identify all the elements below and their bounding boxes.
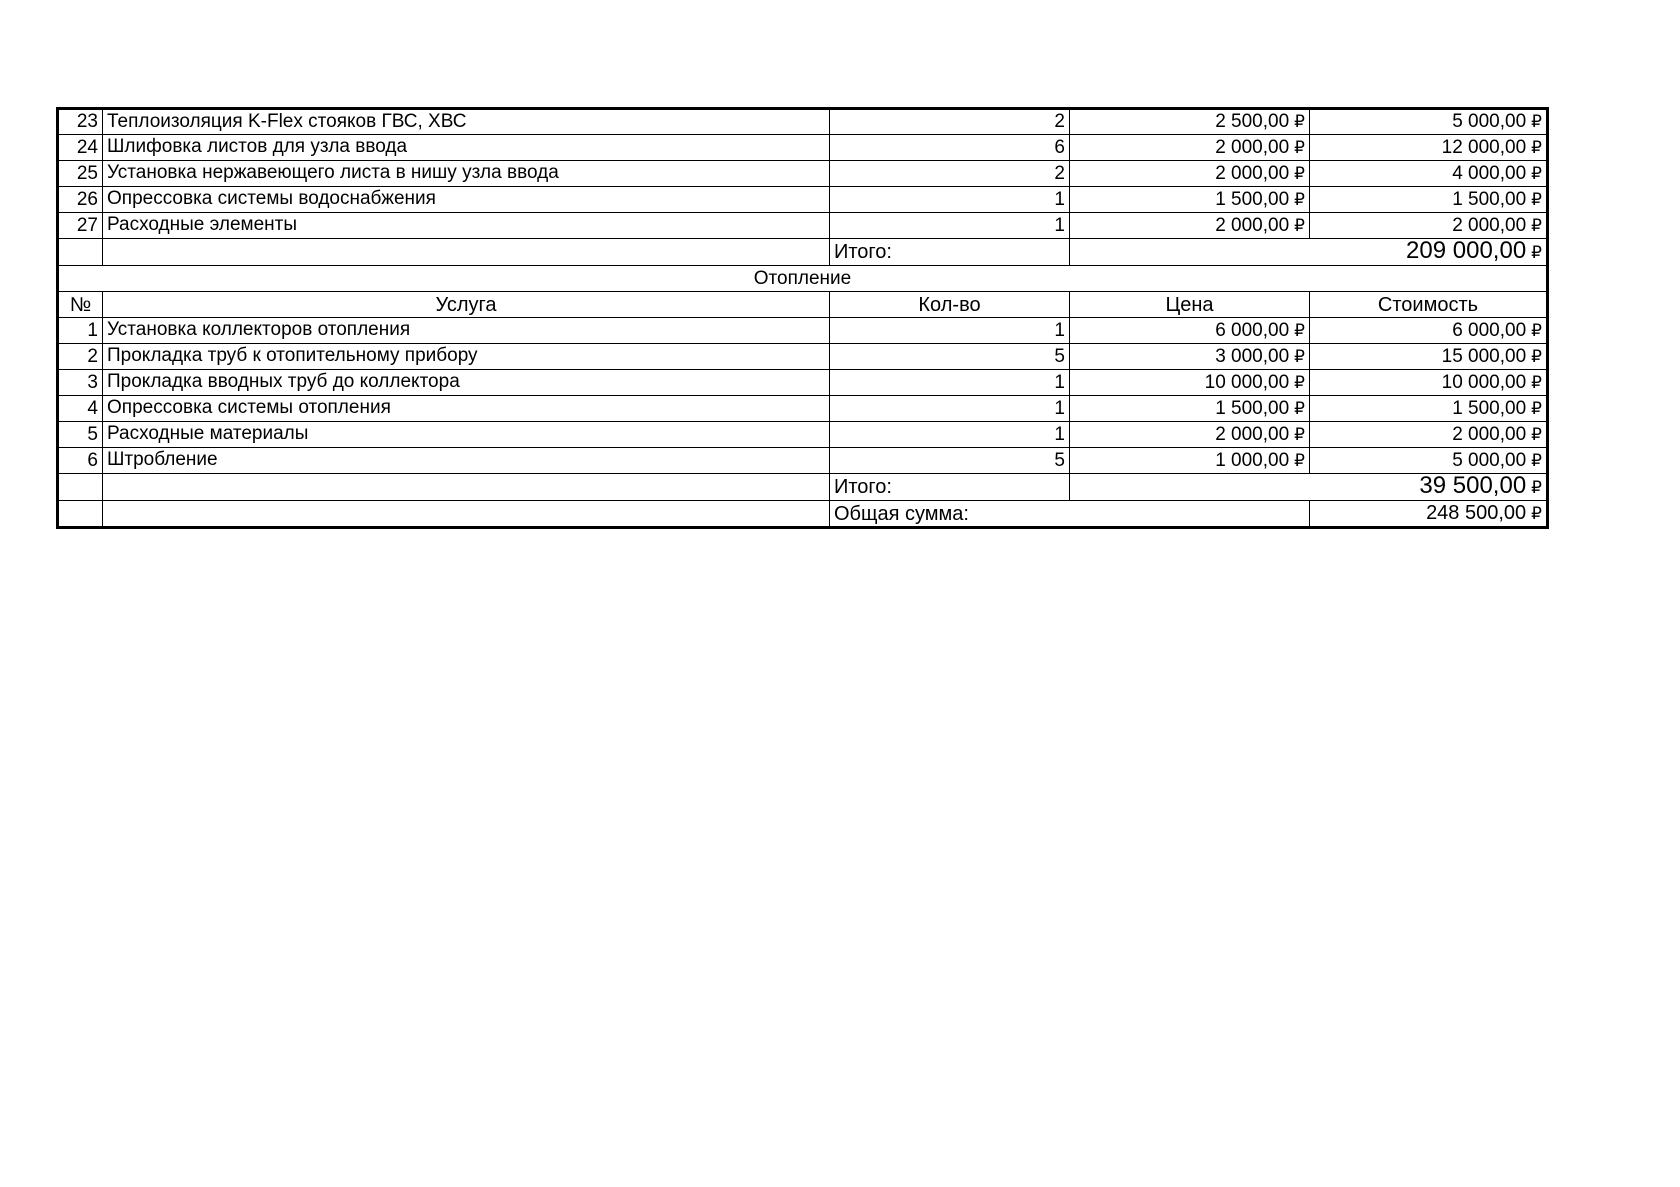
line-cost	[1310, 135, 1548, 161]
table-row	[58, 448, 1548, 474]
heating-total-label: Итого:	[830, 474, 1070, 501]
unit-price-value: 2 000,00	[1215, 163, 1290, 184]
quantity: 2	[830, 161, 1070, 187]
quantity: 1	[830, 422, 1070, 448]
ruble-sign: ₽	[1531, 112, 1542, 131]
empty-cell	[103, 501, 830, 528]
row-number: 26	[58, 187, 103, 213]
service-name: Опрессовка системы отопления	[103, 396, 830, 422]
unit-price	[1070, 396, 1310, 422]
heating-total-row	[58, 474, 1548, 501]
unit-price-value: 10 000,00	[1204, 372, 1290, 393]
line-cost-value: 6 000,00	[1452, 320, 1527, 341]
line-cost	[1310, 213, 1548, 239]
unit-price	[1070, 187, 1310, 213]
row-number: 6	[58, 448, 103, 474]
heating-rows	[58, 318, 1548, 474]
row-number: 27	[58, 213, 103, 239]
header-price: Цена	[1070, 292, 1310, 318]
quantity: 5	[830, 344, 1070, 370]
line-cost-value: 10 000,00	[1441, 372, 1527, 393]
row-number: 25	[58, 161, 103, 187]
unit-price	[1070, 109, 1310, 135]
quantity: 6	[830, 135, 1070, 161]
quantity: 5	[830, 448, 1070, 474]
service-name: Прокладка труб к отопительному прибору	[103, 344, 830, 370]
ruble-sign: ₽	[1294, 451, 1305, 470]
water-total-section	[58, 239, 1548, 266]
column-header-row	[58, 292, 1548, 318]
row-number: 1	[58, 318, 103, 344]
unit-price-value: 1 500,00	[1215, 398, 1290, 419]
line-cost	[1310, 422, 1548, 448]
section-title-row	[58, 266, 1548, 292]
ruble-sign: ₽	[1531, 504, 1542, 523]
row-number: 3	[58, 370, 103, 396]
service-name: Шлифовка листов для узла ввода	[103, 135, 830, 161]
ruble-sign: ₽	[1531, 373, 1542, 392]
unit-price	[1070, 370, 1310, 396]
table-row	[58, 187, 1548, 213]
unit-price	[1070, 344, 1310, 370]
header-cost: Стоимость	[1310, 292, 1548, 318]
water-total-label: Итого:	[830, 239, 1070, 266]
line-cost-value: 4 000,00	[1452, 163, 1527, 184]
table-row	[58, 344, 1548, 370]
service-name: Установка нержавеющего листа в нишу узла ввода	[103, 161, 830, 187]
unit-price-value: 1 500,00	[1215, 189, 1290, 210]
line-cost	[1310, 448, 1548, 474]
row-number: 5	[58, 422, 103, 448]
ruble-sign: ₽	[1531, 347, 1542, 366]
service-name: Прокладка вводных труб до коллектора	[103, 370, 830, 396]
ruble-sign: ₽	[1531, 190, 1542, 209]
service-name: Расходные материалы	[103, 422, 830, 448]
unit-price	[1070, 135, 1310, 161]
quantity: 1	[830, 318, 1070, 344]
service-name: Расходные элементы	[103, 213, 830, 239]
ruble-sign: ₽	[1531, 138, 1542, 157]
quantity: 1	[830, 396, 1070, 422]
water-supply-section	[58, 109, 1548, 239]
line-cost-value: 2 000,00	[1452, 424, 1527, 445]
water-total-value: 209 000,00 ₽	[1070, 239, 1548, 266]
grand-total-value: 248 500,00 ₽	[1310, 501, 1548, 528]
row-number: 24	[58, 135, 103, 161]
line-cost	[1310, 187, 1548, 213]
table-row	[58, 161, 1548, 187]
empty-cell	[58, 239, 103, 266]
line-cost-value: 1 500,00	[1452, 189, 1527, 210]
ruble-sign: ₽	[1531, 243, 1542, 262]
ruble-sign: ₽	[1294, 112, 1305, 131]
unit-price-value: 2 000,00	[1215, 424, 1290, 445]
header-qty: Кол-во	[830, 292, 1070, 318]
unit-price-value: 1 000,00	[1215, 450, 1290, 471]
ruble-sign: ₽	[1531, 425, 1542, 444]
quantity: 1	[830, 187, 1070, 213]
ruble-sign: ₽	[1294, 138, 1305, 157]
table-row	[58, 135, 1548, 161]
ruble-sign: ₽	[1294, 216, 1305, 235]
quantity: 1	[830, 213, 1070, 239]
section-title-heating: Отопление	[58, 266, 1548, 292]
line-cost-value: 1 500,00	[1452, 398, 1527, 419]
line-cost-value: 2 000,00	[1452, 215, 1527, 236]
row-number: 4	[58, 396, 103, 422]
table-row	[58, 422, 1548, 448]
table-row	[58, 318, 1548, 344]
ruble-sign: ₽	[1294, 190, 1305, 209]
line-cost-value: 5 000,00	[1452, 111, 1527, 132]
water-total-row	[58, 239, 1548, 266]
row-number: 2	[58, 344, 103, 370]
unit-price-value: 2 500,00	[1215, 111, 1290, 132]
unit-price	[1070, 213, 1310, 239]
heating-section	[58, 266, 1548, 318]
empty-cell	[103, 239, 830, 266]
row-number: 23	[58, 109, 103, 135]
unit-price-value: 3 000,00	[1215, 346, 1290, 367]
line-cost	[1310, 396, 1548, 422]
empty-cell	[58, 501, 103, 528]
line-cost	[1310, 318, 1548, 344]
grand-total-label: Общая сумма:	[830, 501, 1310, 528]
unit-price	[1070, 422, 1310, 448]
line-cost	[1310, 161, 1548, 187]
ruble-sign: ₽	[1294, 373, 1305, 392]
line-cost-value: 5 000,00	[1452, 450, 1527, 471]
estimate-table	[56, 107, 1549, 529]
ruble-sign: ₽	[1531, 399, 1542, 418]
table-row	[58, 396, 1548, 422]
ruble-sign: ₽	[1531, 216, 1542, 235]
service-name: Установка коллекторов отопления	[103, 318, 830, 344]
unit-price-value: 2 000,00	[1215, 215, 1290, 236]
heating-total-section	[58, 474, 1548, 528]
unit-price	[1070, 318, 1310, 344]
ruble-sign: ₽	[1531, 451, 1542, 470]
empty-cell	[103, 474, 830, 501]
service-name: Теплоизоляция K-Flex стояков ГВС, ХВС	[103, 109, 830, 135]
line-cost	[1310, 344, 1548, 370]
table-row	[58, 109, 1548, 135]
line-cost-value: 15 000,00	[1441, 346, 1527, 367]
line-cost	[1310, 109, 1548, 135]
table-row	[58, 370, 1548, 396]
ruble-sign: ₽	[1294, 321, 1305, 340]
quantity: 1	[830, 370, 1070, 396]
heating-total-value: 39 500,00 ₽	[1070, 474, 1548, 501]
service-name: Штробление	[103, 448, 830, 474]
unit-price-value: 2 000,00	[1215, 137, 1290, 158]
ruble-sign: ₽	[1531, 164, 1542, 183]
header-num: №	[58, 292, 103, 318]
line-cost	[1310, 370, 1548, 396]
ruble-sign: ₽	[1294, 347, 1305, 366]
service-name: Опрессовка системы водоснабжения	[103, 187, 830, 213]
ruble-sign: ₽	[1294, 399, 1305, 418]
unit-price-value: 6 000,00	[1215, 320, 1290, 341]
ruble-sign: ₽	[1531, 321, 1542, 340]
ruble-sign: ₽	[1294, 164, 1305, 183]
empty-cell	[58, 474, 103, 501]
unit-price	[1070, 448, 1310, 474]
ruble-sign: ₽	[1294, 425, 1305, 444]
line-cost-value: 12 000,00	[1441, 137, 1527, 158]
quantity: 2	[830, 109, 1070, 135]
unit-price	[1070, 161, 1310, 187]
header-service: Услуга	[103, 292, 830, 318]
grand-total-row	[58, 501, 1548, 528]
table-row	[58, 213, 1548, 239]
ruble-sign: ₽	[1531, 478, 1542, 497]
